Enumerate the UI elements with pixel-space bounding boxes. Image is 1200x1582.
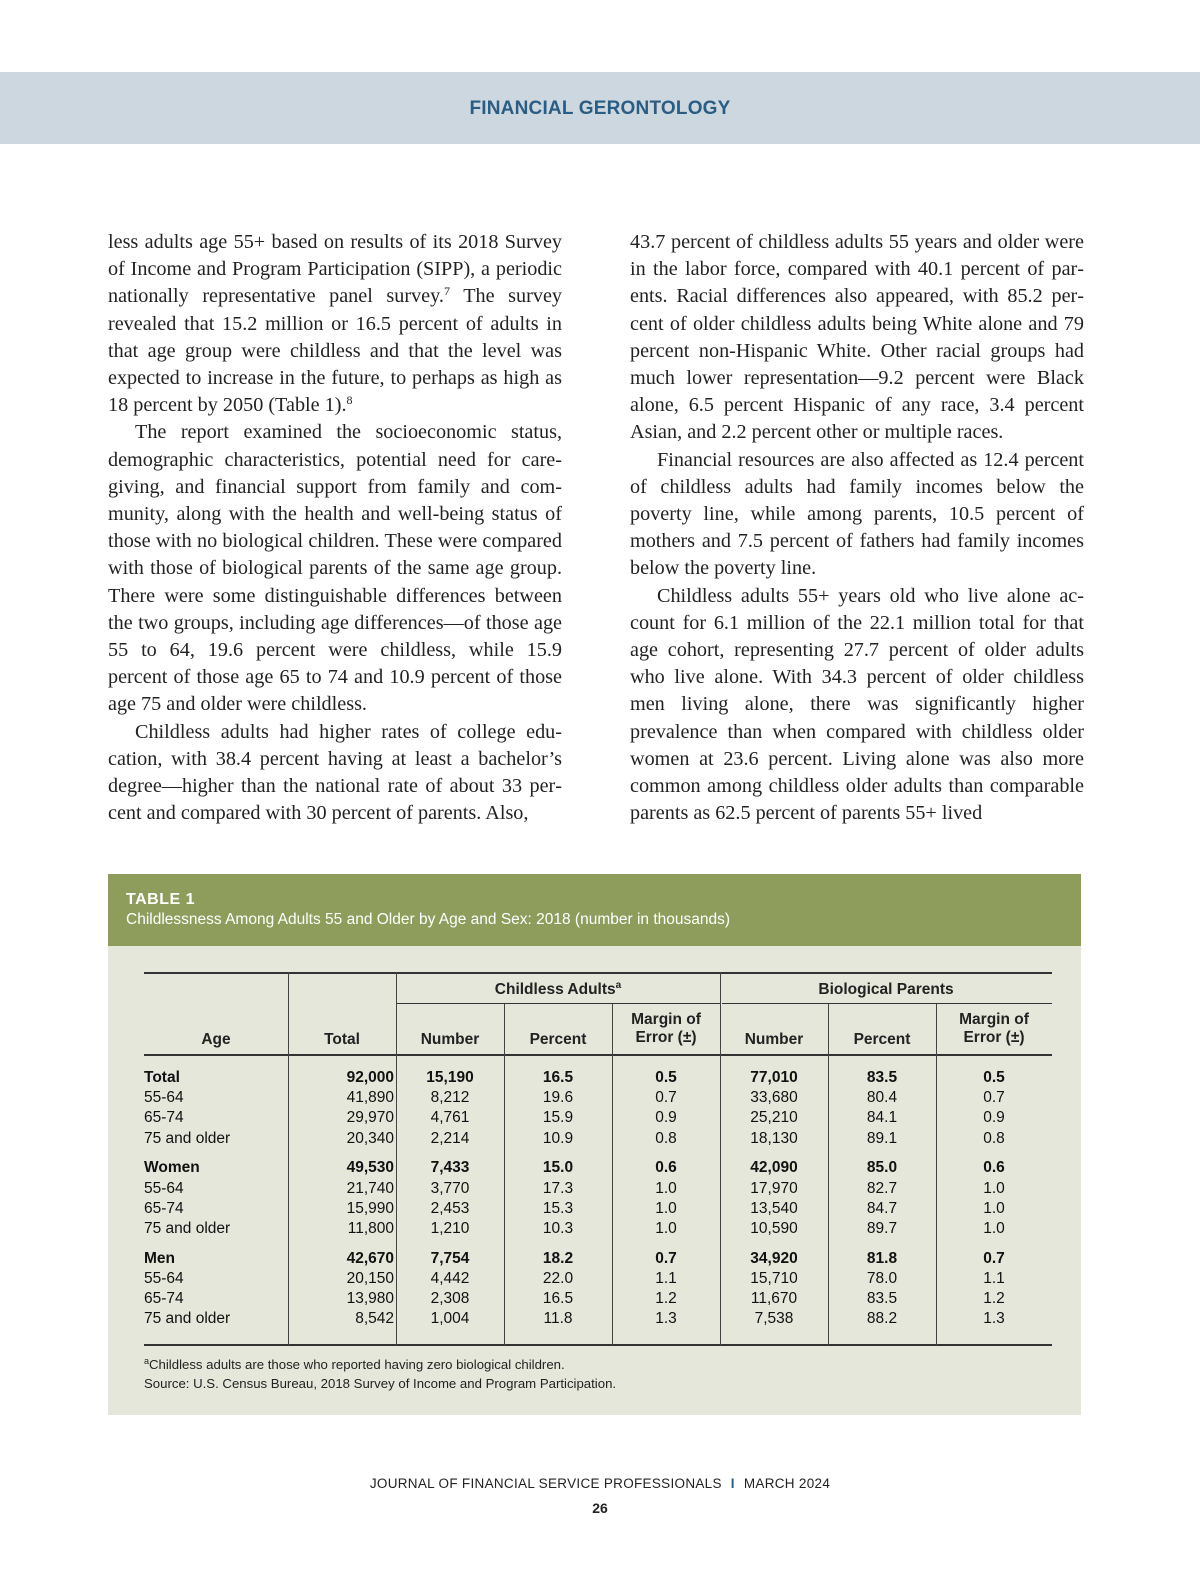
table-cell: 25,210 (750, 1109, 798, 1127)
table-cell: 1.3 (655, 1310, 677, 1328)
section-header (0, 72, 1200, 144)
table-cell: 49,530 (346, 1159, 394, 1177)
table-cell: 15.3 (542, 1199, 574, 1217)
table-cell: 0.9 (655, 1109, 677, 1127)
group-header-parents: Biological Parents (818, 981, 954, 998)
table-cell: 1.1 (655, 1269, 677, 1287)
row-label: 75 and older (144, 1310, 231, 1328)
table-cell: 33,680 (750, 1089, 798, 1107)
table-cell: 0.7 (655, 1089, 677, 1107)
table-cell: 11,800 (347, 1219, 394, 1237)
group-header-childless: Childless Adults$^a$ (494, 980, 622, 998)
table-source: Source: U.S. Census Bureau, 2018 Survey of Income and Program Participation. (144, 1376, 617, 1391)
table-cell: 0.8 (655, 1129, 677, 1147)
table-cell: 0.9 (983, 1109, 1005, 1127)
table-cell: 84.1 (866, 1109, 898, 1127)
table-cell: 15.9 (542, 1109, 574, 1127)
article-column-right (630, 229, 1084, 827)
row-label: 75 and older (144, 1219, 231, 1237)
table-cell: 10.3 (542, 1219, 574, 1237)
table-cell: 7,538 (754, 1310, 794, 1328)
article-column-left (108, 229, 562, 827)
table-cell: 17,970 (750, 1179, 798, 1197)
table-cell: 18,130 (750, 1129, 798, 1147)
table-cell: 1.2 (983, 1290, 1005, 1307)
column-header-childless-moe: Margin of Error (±) (631, 1011, 701, 1046)
table-cell: 20,340 (346, 1129, 394, 1147)
table-cell: 8,212 (430, 1089, 470, 1107)
table-cell: 3,770 (430, 1179, 470, 1197)
table-cell: 1.1 (983, 1269, 1005, 1287)
column-header-parents-moe: Margin of Error (±) (959, 1011, 1029, 1046)
section-title: FINANCIAL GERONTOLOGY (469, 98, 731, 119)
table-cell: 11.8 (543, 1310, 573, 1328)
table-cell: 4,761 (430, 1109, 470, 1127)
table-label: TABLE 1 (126, 891, 195, 908)
row-label: 55-64 (144, 1089, 184, 1107)
table-cell: 1.2 (655, 1290, 677, 1307)
column-rule (288, 972, 289, 1345)
table-cell: 16.5 (542, 1069, 574, 1086)
row-label: 65-74 (144, 1290, 184, 1307)
table-caption: Childlessness Among Adults 55 and Older by Age and Sex: 2018 (number in thousands) (126, 911, 731, 928)
data-table (144, 972, 1052, 1346)
paragraph: Financial resources are also affected as 12.4 percent of childless adults had family incomes below the poverty line, while among parents, 10.5 percent of mothers and 7.5 percent of fathers had family incomes below the poverty line. (630, 448, 1084, 580)
row-label: Women (144, 1159, 200, 1177)
group-rule-parents (722, 1003, 1052, 1004)
paragraph: Childless adults 55+ years old who live alone account for 6.1 million of the 22.1 million total for that age cohort, representing 27.7 percent of older adults who live alone. With 34.3 percent of older childless men living alone, there was significantly higher prevalence than when compared with childless older women at 23.6 percent. Living alone was also more common among childless older adults than comparable parents as 62.5 percent of parents 55+ lived (630, 584, 1084, 825)
table-cell: 11,670 (750, 1290, 798, 1307)
table-cell: 21,740 (346, 1179, 394, 1197)
table-cell: 77,010 (750, 1069, 798, 1086)
column-rule (720, 972, 721, 1345)
table-cell: 15,990 (346, 1199, 394, 1217)
table-cell: 13,540 (750, 1199, 798, 1217)
table-cell: 22.0 (542, 1269, 574, 1287)
table-cell: 0.7 (983, 1249, 1005, 1267)
table-cell: 41,890 (346, 1089, 394, 1107)
paragraph: less adults age 55+ based on results of its 2018 Survey of Income and Program Participation (SIPP), a periodic nationally representative panel survey.$^7$ The survey revealed that 15.2 million or 16.5 percent of adults in that age group were childless and that the level was expected to increase in the future, to perhaps as high as 18 percent by 2050 (Table 1).$^8$ (108, 231, 562, 417)
table-title-bar (108, 874, 1081, 946)
table-cell: 2,308 (430, 1290, 470, 1307)
table-cell: 2,453 (430, 1199, 470, 1217)
table-rule-bottom (144, 1344, 1052, 1346)
table-cell: 85.0 (866, 1159, 898, 1177)
paragraph: The report examined the socioeconomic status, demographic characteristics, potential need for caregiving, and financial support from family and community, along with the health and well-being status of those with no biological children. These were compared with those of biological parents of the same age group. There were some distinguishable differences between the two groups, including age differences—of those age 55 to 64, 19.6 percent were childless, while 15.9 percent of those age 65 to 74 and 10.9 percent of those age 75 and older were childless. (108, 421, 562, 716)
row-label: Total (144, 1069, 180, 1086)
table-cell: 0.5 (655, 1069, 677, 1086)
column-header-childless-number: Number (420, 1031, 480, 1048)
table-cell: 20,150 (346, 1269, 394, 1287)
table-cell: 15,190 (426, 1069, 474, 1086)
table-cell: 89.1 (866, 1129, 898, 1147)
table-cell: 89.7 (866, 1219, 898, 1237)
table-cell: 82.7 (866, 1179, 898, 1197)
row-label: 55-64 (144, 1179, 184, 1197)
table-cell: 15,710 (750, 1269, 798, 1287)
column-rule (612, 1004, 613, 1345)
table-cell: 0.5 (983, 1069, 1005, 1086)
paragraph: Childless adults had higher rates of college education, with 38.4 percent having at least a bachelor’s degree—higher than the national rate of about 33 percent and compared with 30 percent of parents. Also, (108, 720, 562, 825)
journal-footer (0, 1476, 1200, 1491)
column-rule (396, 972, 397, 1345)
table-cell: 7,754 (430, 1249, 470, 1267)
table-cell: 1.0 (983, 1219, 1005, 1237)
table-notes (144, 1355, 616, 1393)
footnote-ref: 8 (346, 393, 353, 408)
table-cell: 1.0 (655, 1179, 677, 1197)
table-cell: 78.0 (866, 1269, 898, 1287)
row-label: Men (144, 1249, 175, 1267)
table-cell: 13,980 (346, 1290, 394, 1307)
table-cell: 10.9 (542, 1129, 574, 1147)
table-cell: 2,214 (430, 1129, 470, 1147)
paragraph: 43.7 percent of childless adults 55 years and older were in the labor force, compared with 40.1 percent of parents. Racial differences also appeared, with 85.2 percent of older childless adults being White alone and 79 percent non-Hispanic White. Other racial groups had much lower representation—9.2 percent were Black alone, 6.5 percent Hispanic of any race, 3.4 percent Asian, and 2.2 percent other or multiple races. (630, 231, 1084, 444)
table-rule-header (144, 1054, 1052, 1056)
column-rule (504, 1004, 505, 1345)
column-header-childless-percent: Percent (529, 1031, 587, 1048)
table-cell: 0.7 (983, 1089, 1005, 1107)
table-cell: 42,090 (750, 1159, 798, 1177)
table-cell: 1,004 (430, 1310, 470, 1328)
table-cell: 83.5 (866, 1069, 898, 1086)
table-cell: 84.7 (866, 1199, 898, 1217)
table-cell: 80.4 (866, 1089, 898, 1107)
table-cell: 0.7 (655, 1249, 677, 1267)
table-cell: 0.6 (983, 1159, 1005, 1177)
footer-separator: I (730, 1476, 735, 1491)
table-cell: 17.3 (542, 1179, 574, 1197)
table-cell: 0.8 (983, 1129, 1005, 1147)
table-cell: 19.6 (542, 1089, 574, 1107)
table-cell: 8,542 (355, 1310, 394, 1328)
column-header-age: Age (201, 1031, 231, 1048)
table-cell: 92,000 (346, 1069, 394, 1086)
table-cell: 16.5 (542, 1290, 574, 1307)
table-cell: 18.2 (542, 1249, 574, 1267)
column-header-parents-percent: Percent (853, 1031, 911, 1048)
page-number: 26 (592, 1500, 608, 1516)
row-label: 65-74 (144, 1109, 184, 1127)
issue-date: MARCH 2024 (743, 1476, 831, 1491)
table-cell: 1.0 (983, 1179, 1005, 1197)
footnote-ref: 7 (443, 284, 450, 299)
journal-name: JOURNAL OF FINANCIAL SERVICE PROFESSIONALS (369, 1476, 722, 1491)
column-header-total: Total (324, 1031, 360, 1048)
table-cell: 1.0 (983, 1199, 1005, 1217)
row-label: 55-64 (144, 1269, 184, 1287)
table-cell: 81.8 (866, 1249, 898, 1267)
column-rule (936, 1004, 937, 1345)
table-cell: 42,670 (346, 1249, 394, 1267)
table-cell: 0.6 (655, 1159, 677, 1177)
row-label: 75 and older (144, 1129, 231, 1147)
column-rule (828, 1004, 829, 1345)
table-cell: 1.0 (655, 1219, 677, 1237)
table-cell: 1.3 (983, 1310, 1005, 1328)
table-cell: 34,920 (750, 1249, 798, 1267)
group-rule-childless (396, 1003, 720, 1004)
table-cell: 15.0 (542, 1159, 574, 1177)
table-cell: 10,590 (750, 1219, 798, 1237)
table-cell: 7,433 (430, 1159, 470, 1177)
table-cell: 88.2 (866, 1310, 898, 1328)
table-cell: 83.5 (866, 1290, 898, 1307)
row-label: 65-74 (144, 1199, 184, 1217)
table-cell: 1.0 (655, 1199, 677, 1217)
table-rule-top (144, 972, 1052, 974)
table-footnote: $^a$Childless adults are those who reported having zero biological children. (144, 1356, 565, 1372)
table-cell: 1,210 (430, 1219, 470, 1237)
table-cell: 4,442 (430, 1269, 470, 1287)
table-1 (108, 874, 1081, 1415)
column-header-parents-number: Number (744, 1031, 804, 1048)
table-cell: 29,970 (346, 1109, 394, 1127)
